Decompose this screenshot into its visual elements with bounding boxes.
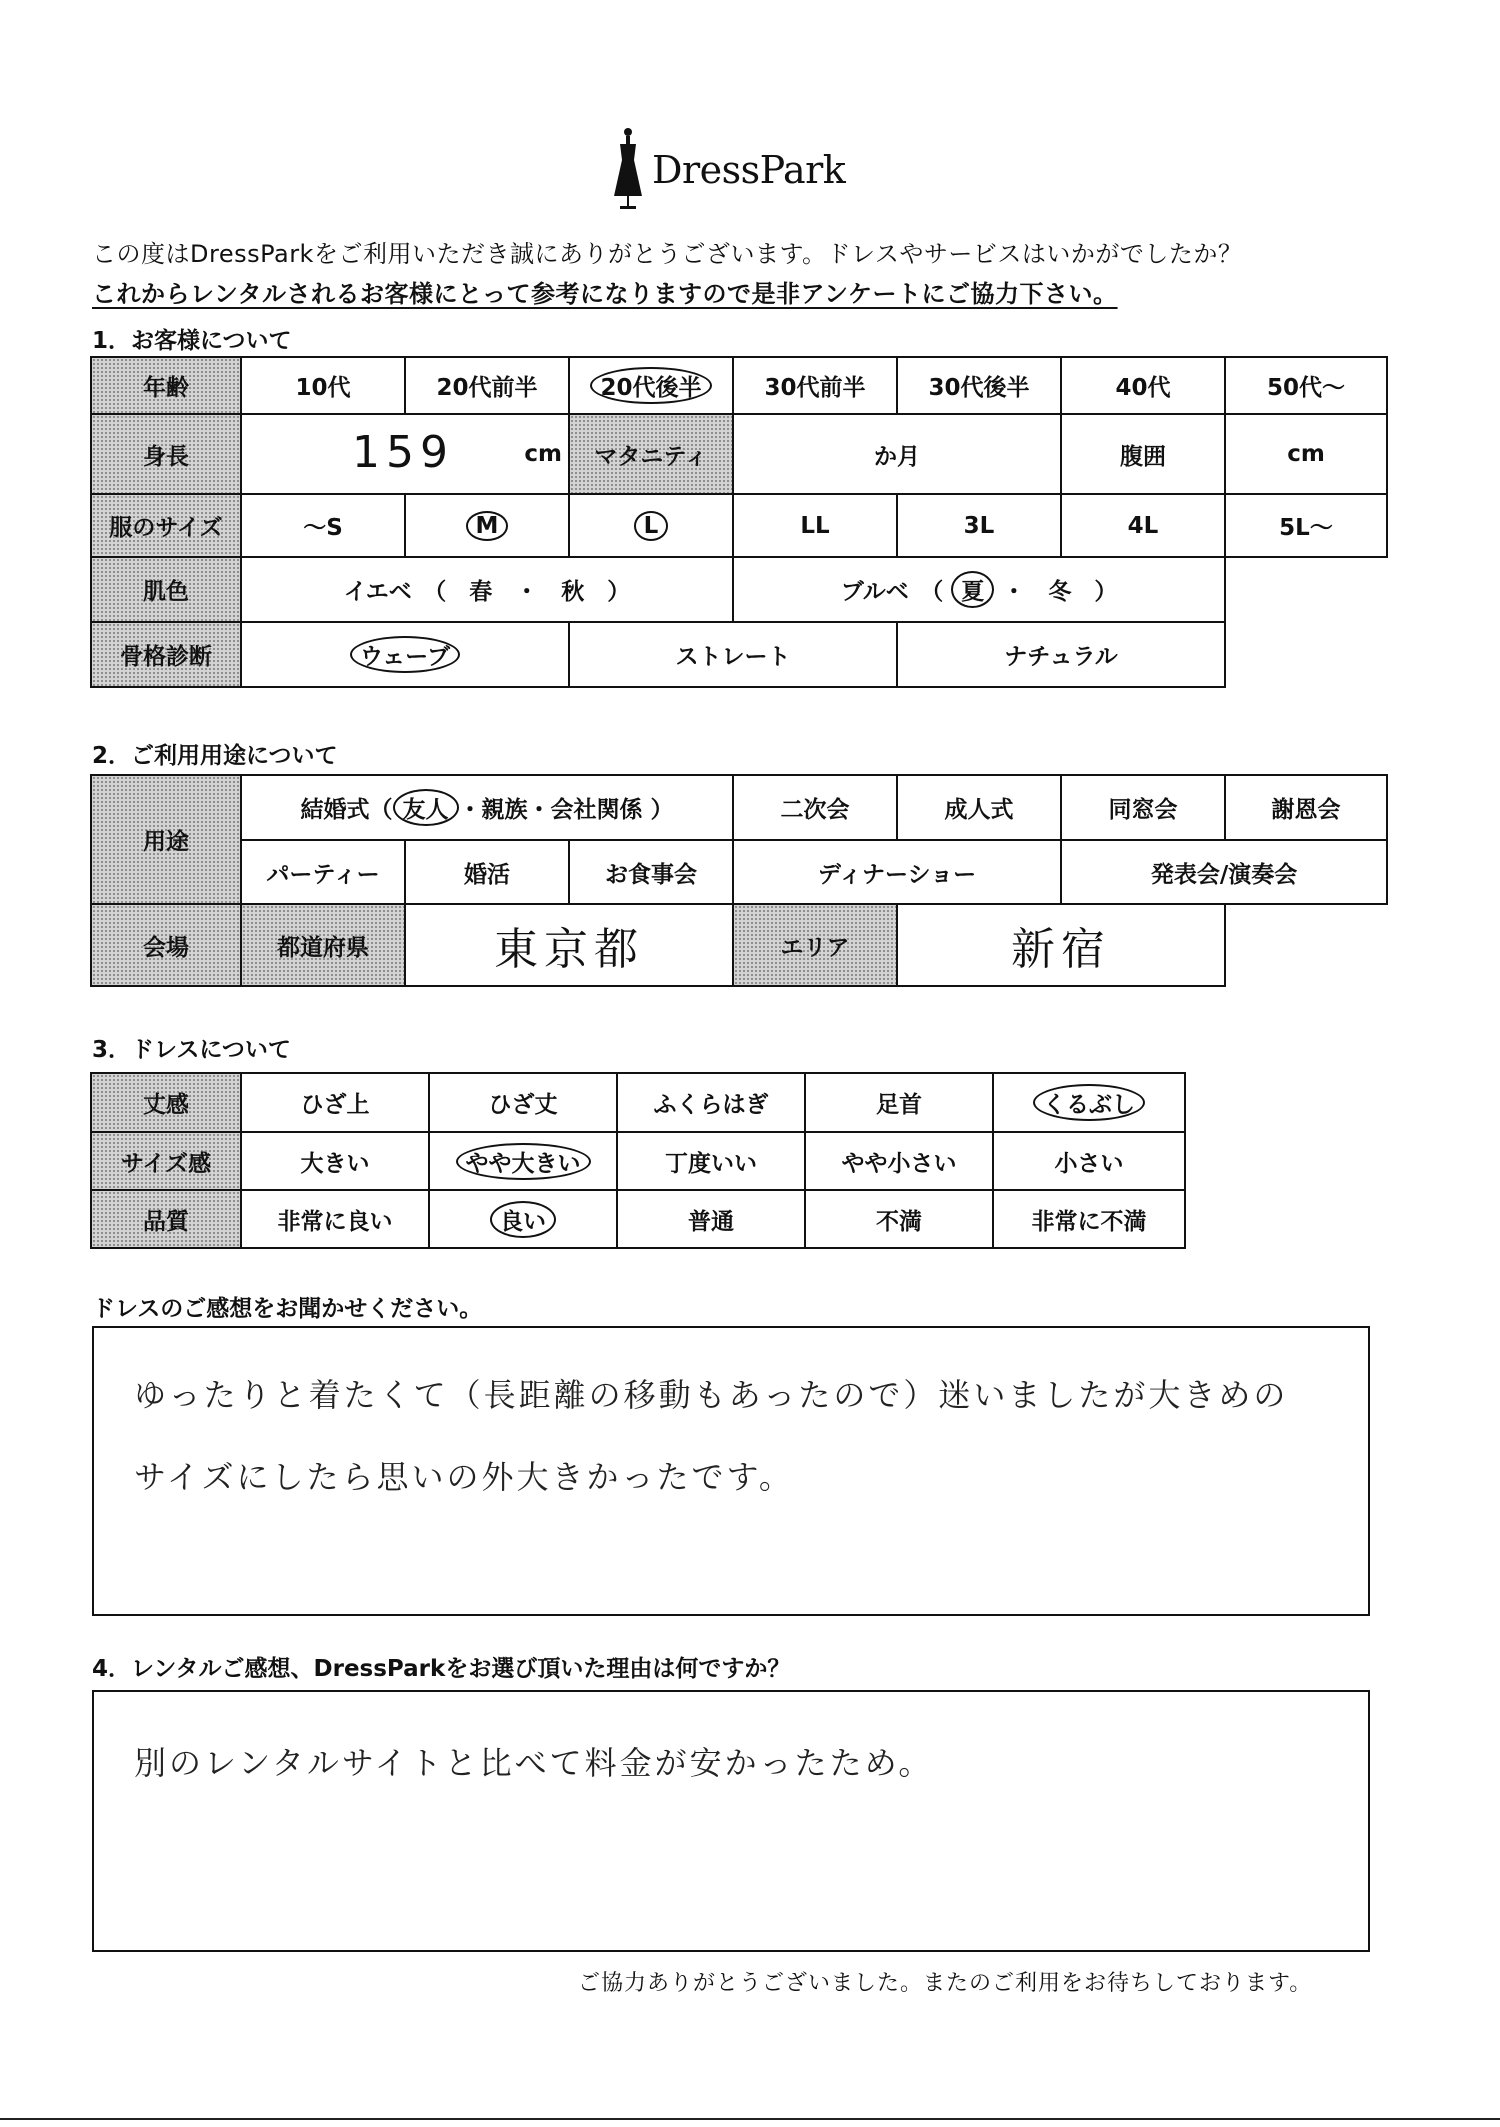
purpose-option[interactable]: 成人式 (897, 775, 1061, 840)
size-option[interactable]: 5L～ (1225, 494, 1387, 557)
height-value: 159 (352, 427, 454, 478)
quality-circled-value: 良い (490, 1201, 556, 1238)
purpose-option[interactable]: 婚活 (405, 840, 569, 904)
quality-option-circled[interactable] (429, 1190, 617, 1248)
height-field[interactable] (241, 414, 569, 494)
section-1-title: 1．お客様について (92, 328, 292, 354)
blue-base-suffix: ・ 冬 ） (1002, 579, 1118, 605)
impression-line-1: ゆったりと着たくて（長距離の移動もあったので）迷いましたが大きめの (134, 1376, 1289, 1414)
purpose-option[interactable]: 二次会 (733, 775, 897, 840)
age-option[interactable]: 20代前半 (405, 357, 569, 414)
logo-text: DressPark (652, 148, 846, 192)
scan-edge-line (0, 2118, 1500, 2120)
frame-option[interactable]: ストレート (569, 622, 897, 687)
age-option[interactable]: 40代 (1061, 357, 1225, 414)
purpose-option[interactable]: 謝恩会 (1225, 775, 1387, 840)
venue-label: 会場 (91, 904, 241, 986)
area-field[interactable] (897, 904, 1225, 986)
length-option[interactable]: 足首 (805, 1073, 993, 1132)
length-option[interactable]: ひざ上 (241, 1073, 429, 1132)
impression-answer-box[interactable] (92, 1326, 1370, 1616)
size-option[interactable]: ～S (241, 494, 405, 557)
dress-mannequin-icon (608, 126, 648, 216)
purpose-option[interactable]: パーティー (241, 840, 405, 904)
reason-answer: 別のレンタルサイトと比べて料金が安かったため。 (134, 1744, 934, 1782)
prefecture-label: 都道府県 (241, 904, 405, 986)
months-unit: か月 (874, 443, 920, 470)
yellow-base-option[interactable]: イエベ （ 春 ・ 秋 ） (241, 557, 733, 622)
height-unit: cm (524, 441, 562, 467)
empty-cell (1225, 622, 1387, 687)
dresspark-logo (608, 126, 848, 216)
belly-unit: cm (1287, 441, 1325, 467)
section-2-title: 2．ご利用用途について (92, 743, 338, 769)
belly-field[interactable] (1225, 414, 1387, 494)
length-circled-value: くるぶし (1033, 1084, 1145, 1121)
wedding-friend-circled: 友人 (393, 789, 459, 826)
age-circled-value: 20代後半 (590, 367, 711, 404)
fit-option[interactable]: 小さい (993, 1132, 1185, 1190)
age-option[interactable]: 10代 (241, 357, 405, 414)
purpose-option[interactable]: 発表会/演奏会 (1061, 840, 1387, 904)
area-label: エリア (733, 904, 897, 986)
size-option[interactable]: LL (733, 494, 897, 557)
age-option[interactable]: 50代～ (1225, 357, 1387, 414)
size-label: 服のサイズ (91, 494, 241, 557)
height-label: 身長 (91, 414, 241, 494)
impression-line-2: サイズにしたら思いの外大きかったです。 (134, 1458, 794, 1496)
footer-thanks: ご協力ありがとうございました。またのご利用をお待ちしております。 (578, 1971, 1313, 1996)
quality-option[interactable]: 不満 (805, 1190, 993, 1248)
maternity-months-field[interactable] (733, 414, 1061, 494)
age-label: 年齢 (91, 357, 241, 414)
empty-cell (1225, 904, 1387, 986)
length-label: 丈感 (91, 1073, 241, 1132)
frame-option-circled[interactable] (241, 622, 569, 687)
blue-summer-circled: 夏 (951, 571, 994, 608)
size-option-circled[interactable] (569, 494, 733, 557)
wedding-prefix: 結婚式（ (300, 797, 393, 823)
length-option[interactable]: ふくらはぎ (617, 1073, 805, 1132)
prefecture-value: 東京都 (494, 924, 644, 975)
frame-label: 骨格診断 (91, 622, 241, 687)
purpose-option[interactable]: ディナーショー (733, 840, 1061, 904)
area-value: 新宿 (1011, 924, 1112, 975)
belly-label: 腹囲 (1061, 414, 1225, 494)
blue-base-option[interactable] (733, 557, 1225, 622)
blue-base-prefix: ブルベ （ (840, 579, 944, 605)
intro-line-2: これからレンタルされるお客様にとって参考になりますので是非アンケートにご協力下さい。 (92, 280, 1118, 308)
size-circled-value: M (466, 511, 509, 541)
age-option-circled[interactable] (569, 357, 733, 414)
size-circled-value: L (634, 511, 669, 541)
fit-circled-value: やや大きい (456, 1143, 591, 1180)
size-option-circled[interactable] (405, 494, 569, 557)
frame-circled-value: ウェーブ (350, 636, 460, 673)
quality-option[interactable]: 普通 (617, 1190, 805, 1248)
maternity-label: マタニティ (569, 414, 733, 494)
fit-option[interactable]: 大きい (241, 1132, 429, 1190)
reason-answer-box[interactable] (92, 1690, 1370, 1952)
fit-option[interactable]: やや小さい (805, 1132, 993, 1190)
impression-title: ドレスのご感想をお聞かせください。 (92, 1296, 483, 1322)
quality-option[interactable]: 非常に良い (241, 1190, 429, 1248)
intro-line-1: この度はDressParkをご利用いただき誠にありがとうございます。ドレスやサービスはいかがでしたか？ (92, 240, 1243, 268)
fit-option[interactable]: 丁度いい (617, 1132, 805, 1190)
purpose-option[interactable]: お食事会 (569, 840, 733, 904)
purpose-label: 用途 (91, 775, 241, 904)
wedding-option[interactable] (241, 775, 733, 840)
length-option-circled[interactable] (993, 1073, 1185, 1132)
purpose-option[interactable]: 同窓会 (1061, 775, 1225, 840)
frame-option[interactable]: ナチュラル (897, 622, 1225, 687)
fit-option-circled[interactable] (429, 1132, 617, 1190)
age-option[interactable]: 30代前半 (733, 357, 897, 414)
usage-table (90, 774, 1388, 987)
section-4-title: 4．レンタルご感想、DressParkをお選び頂いた理由は何ですか？ (92, 1656, 791, 1682)
age-option[interactable]: 30代後半 (897, 357, 1061, 414)
quality-option[interactable]: 非常に不満 (993, 1190, 1185, 1248)
section-3-title: 3．ドレスについて (92, 1037, 291, 1063)
length-option[interactable]: ひざ丈 (429, 1073, 617, 1132)
customer-table (90, 356, 1388, 688)
prefecture-field[interactable] (405, 904, 733, 986)
size-option[interactable]: 3L (897, 494, 1061, 557)
wedding-suffix: ・親族・会社関係 ） (458, 797, 674, 823)
skin-label: 肌色 (91, 557, 241, 622)
fit-label: サイズ感 (91, 1132, 241, 1190)
dress-table (90, 1072, 1186, 1249)
size-option[interactable]: 4L (1061, 494, 1225, 557)
quality-label: 品質 (91, 1190, 241, 1248)
empty-cell (1225, 557, 1387, 622)
